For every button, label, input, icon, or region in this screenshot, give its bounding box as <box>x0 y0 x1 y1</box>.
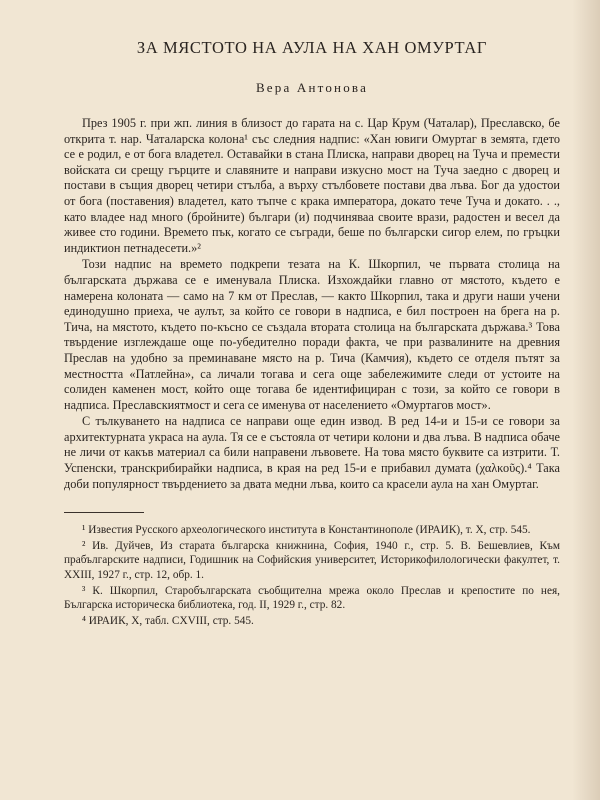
footnote-divider <box>64 512 144 513</box>
footnotes <box>64 523 560 628</box>
footnote-1: ¹ Известия Русского археологического института в Константинополе (ИРАИК), т. Х, стр. 545. <box>82 524 531 537</box>
footnote-2: ² Ив. Дуйчев, Из старата българска книжнина, София, 1940 г., стр. 5. В. Бешевлиев, Към прабългарските надписи, Годишник на Софийския университет, Историкофилологически факултет, т. XXIII, 1927 г., стр. 12, обр. 1. <box>64 539 560 582</box>
footnote-3: ³ К. Шкорпил, Старобългарската съобщителна мрежа около Преслав и крепостите по нея, Българска историческа библиотека, год. II, 1929 г., стр. 82. <box>64 584 560 612</box>
footnote-4: ⁴ ИРАИК, Х, табл. CXVIII, стр. 545. <box>82 614 254 627</box>
paragraph-3: С тълкуването на надписа се направи още един извод. В ред 14-и и 15-и се говори за архитектурната украса на аула. Тя се е състояла от четири колони и два лъва. В надписа обаче не личи от какъв материал са били направени лъвовете. На това място буквите са изтрити. Т. Успенски, транскрибирайки надписа, в края на ред 15-и е прибавил думата (χαλκοῦς).⁴ Така доби популярност твърдението за двата медни лъва, които са красели аула на хан Омуртаг. <box>64 414 560 491</box>
article-body <box>64 116 560 492</box>
article-title: ЗА МЯСТОТО НА АУЛА НА ХАН ОМУРТАГ <box>136 38 488 57</box>
paragraph-1: През 1905 г. при жп. линия в близост до гарата на с. Цар Крум (Чаталар), Преславско, бе открита т. нар. Чаталарска колона¹ със следния надпис: «Хан ювиги Омуртаг в земята, гдето се е родил, е от бога владетел. Оставайки в стана Плиска, направи дворец на Туча и премести войската си срещу гърците и славяните и направи изкусно мост на Туча заедно с дворец и постави в същия дворец четири стълба, а върху стълбовете постави два лъва. Бог да удостои от бога (поставения) владетел, като тъпче с крака императора, докато тече Туча и докато. . ., като владее над много (бройните) българи (и) подчиняваа своите врази, радостен и весел да живее сто години. Времето пък, когато се съгради, беше по български сигор елем, по гръцки индиктион петнадесети.»² <box>64 116 560 255</box>
page-edge-shadow <box>572 0 600 800</box>
paragraph-2: Този надпис на времето подкрепи тезата на К. Шкорпил, че първата столица на българската държава се е именувала Плиска. Изхождайки главно от мястото, където е намерена колоната — само на 7 км от Преслав, — както Шкорпил, така и други наши учени единодушно приеха, че аулът, за който се говори в надписа, е бил построен на брега на р. Тича, на мястото, където по-късно се създала втората столица на българската държава.³ Това твърдение изглеждаше още по-убедително поради факта, че при развалините на древния Преслав на удобно за преминаване място на р. Тича (Камчия), където се отделя пътят за местността «Патлейна», са личали тогава и сега още забележимите следи от устоите на солиден каменен мост, който още тогава бе идентифициран с този, за който се говори в надписа. Преславскиятмост и сега се именува от населението «Омуртагов мост». <box>64 257 560 412</box>
article-author: Вера Антонова <box>255 80 369 95</box>
